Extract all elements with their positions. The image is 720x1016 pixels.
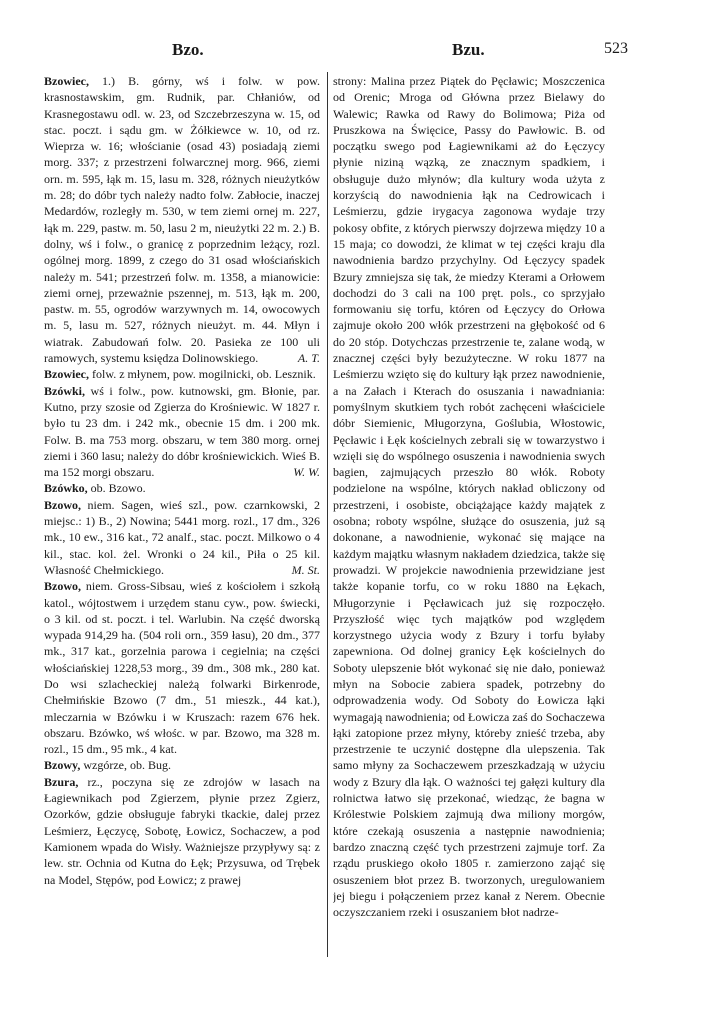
entry-text: niem. Sagen, wieś szl., pow. czarnkowski, 2 miejsc.: 1) B., 2) Nowina; 5441 morg. rozl., 17 dm., 326 mk., 10 ew., 316 kat., 72 analf., stac. poczt. Milkowo o 4 kil., stac. kol. żel. Wronki o 24 kil., Piła o 25 kil. Własność Chełmickiego. [44, 497, 320, 577]
entry [44, 366, 320, 382]
entry-text: wzgórze, ob. Bug. [83, 758, 171, 773]
entry-text: rz., poczyna się ze zdrojów w lasach na Łagiewnikach pod Zgierzem, płynie przez Zgierz, Ozorków, gdzie obsługuje fabryki tkackie, dalej przez Leśmierz, Łęczycę, Sobotę, Łowicz, Sochaczew, a pod Kamionem wpada do Wisły. Ważniejsze przypływy są: z lew. str. Ochnia od Kutna do Łęk; Przysuwa, od Trębek na Model, Stępów, pod Łowicz; z prawej [44, 774, 320, 887]
entry-headword: Bzówki, [44, 383, 86, 398]
running-head-center: Bzu. [452, 40, 485, 59]
entry-author: M. St. [291, 562, 320, 577]
entry [44, 757, 320, 773]
entry-text: ob. Bzowo. [90, 481, 146, 496]
entry-headword: Bzowiec, [44, 367, 89, 382]
entry [44, 578, 320, 757]
entry [44, 480, 320, 496]
entry-headword: Bzówko, [44, 481, 88, 496]
entry-headword: Bzura, [44, 774, 79, 789]
entry [44, 497, 320, 578]
column-divider [327, 72, 328, 957]
continued-entry-text: strony: Malina przez Piątek do Pęcławic; Moszczenica od Orenic; Mroga od Główna przez Bielawy do Walewic; Rawka od Rawy do Bolimowa; Piża od Pruszkowa na Święcice, Passy do Pawłowic. B. od początku swego pod Łagiewnikami aż do Łęczycy płynie niziną wązką, ze znacznym spadkiem, i obsługuje dużo młynów; dla kultury woda użyta z korzyścią do nawodnienia łąk na Cedrowicach i Leśmierzu, gdzie irygacya zagonowa wydaje trzy pokosy obfite, z których pierwszy dojrzewa między 10 a 15 maja; co dowodzi, że klimat w tej części kraju dla nawodnienia bardzo przychylny. Od Łęczycy spadek Bzury zmniejsza się tak, że miedzy Kterami a Orłowem dochodzi do 3 cali na 100 pręt. pols., co sprzyjało formowaniu się torfu, któren od Łęczycy do Orłowa zajmuje około 200 włók przestrzeni na głębokość od 6 do 20 stóp. Dotychczas przestrzenie te, zalane wodą, w znacznej części były bezużyteczne. W roku 1877 na Leśmierzu wzięto się do kultury łąk przez nawodnienie, a na Załach i Kterach do osuszania i nawadniania: pomyślnym skutkiem tych robót zachęceni właściciele dóbr Siemienic, Mługorzyna, Goślubia, Włostowic, Pęcławic i Łęk kościelnych zebrali się w towarzystwo i wzięli się do wspólnego osuszenia i nawodnienia swych bagien, zajmujących przeszło 80 włók. Roboty podzielone na wspólne, których nakład obliczony od przestrzeni, i osobiste, obciążające każdy majątek z osobna; roboty wspólne, służące do osuszenia, już są dokonane, a nawodnienie, wykonać się mające na każdym majątku własnym nakładem dziedzica, także się prowadzi. W projekcie nawodnienia przewidziane jest także kopanie torfu, co w roku 1880 na Łękach, Mługorzynie i Pęcławicach już się rozpoczęło. Przyszłość więc tych majątków pod względem korzystnego użycia wody z Bzury i torfu byłaby zapewniona. Od dolnej granicy Łęk kościelnych do Soboty ulepszenie błót wykonać się nie dało, ponieważ młyn na Sobocie zabiera spadek, potrzebny do odprowadzenia wody. Od Soboty do Łowicza łąki wymagają nawodnienia; od Łowicza zaś do Sochaczewa łąki zatopione przez młyny, któreby znieść trzeba, aby przestrzenie te uczynić dostępne dla ulepszenia. Tak samo młyny za Sochaczewem przeszkadzają w użyciu wody z Bzury dla łąk. O ważności tej gałęzi kultury dla rolnictwa łatwo się przekonać, wiedząc, że bagna w Królestwie Polskiem zajmują dwa miliony morgów, które czekają osuszenia a następnie nawodnienia; bardzo znaczną część tych przestrzeni zajmuje torf. Za rządu pruskiego około 1805 r. zamierzono zająć się osuszeniem błot przez B. tworzonych, uregulowaniem jej biegu i połączeniem przez kanał z Nerem. Obecnie oczyszczaniem rzeki i osuszaniem błot nadrze- [333, 74, 605, 920]
entry-headword: Bzowy, [44, 758, 81, 773]
entry-text: niem. Gross-Sibsau, wieś z kościołem i szkołą katol., wójtostwem i urzędem stanu cyw., pow. świecki, o 3 kil. od st. poczt. i tel. Warlubin. Na część dworską wypada 914,29 ha. (504 roli orn., 359 łasu), 20 dm., 377 mk., 317 kat., gorzelnia parowa i cegielnia; na części włościańskiej 1228,53 morg., 39 dm., 308 mk., 280 kat. Do wsi szlacheckiej należą folwarki Birkenrode, Chełmińskie Bzowo (7 dm., 51 mieszk., 44 kat.), mleczarnia w Bzówku i w Kruszach: razem 676 hek. obszaru. Bzówko, wś włośc. w par. Bzowo, ma 328 m. rozl., 15 dm., 95 mk., 4 kat. [44, 579, 320, 757]
page-number: 523 [604, 40, 628, 57]
right-column [333, 73, 605, 958]
entry-author: A. T. [297, 351, 320, 366]
entry [44, 383, 320, 481]
left-column [44, 73, 320, 958]
entry [44, 73, 320, 366]
entry-text: folw. z młynem, pow. mogilnicki, ob. Lesznik. [91, 367, 316, 382]
entry [44, 774, 320, 888]
entry-author: W. W. [293, 465, 320, 480]
entry-headword: Bzowo, [44, 579, 81, 594]
entry-text: 1.) B. górny, wś i folw. w pow. krasnostawskim, gm. Rudnik, par. Chłaniów, od Krasnegostawu odl. w. 23, od Szczebrzeszyna w. 15, od stac. poczt. i sądu gm. w Żółkiewce w. 10, od rz. Wieprza w. 16; włościanie (osad 43) posiadają ziemi morg. 337; z przestrzeni folwarcznej morg. 966, ziemi orn. m. 595, łąk m. 15, lasu m. 328, różnych nieużytków m. 28; do dóbr tych należy nadto folw. Zabłocie, inaczej Medardów, rozległy m. 530, w tem ziemi ornej m. 227, łąk m. 229, pastw. m. 50, lasu 2 m, nieużytki 22 m. 2.) B. dolny, wś i folw., o granicę z poprzednim leżący, rozl. ogólnej morg. 1899, z czego do 31 osad włościańskich należy m. 541; przestrzeń folw. m. 1358, a mianowicie: ziemi ornej, przeważnie pszennej, m. 513, łąk m. 200, pastw. m. 55, ogrodów warzywnych m. 14, owocowych m. 5, lasu m. 527, różnych nieużyt. m. 44. Młyn i wiatrak. Zabudowań folw. 20. Pasieka ze 100 uli ramowych, systemu księdza Dolinowskiego. [44, 74, 320, 366]
entry-headword: Bzowiec, [44, 74, 89, 88]
entry-headword: Bzowo, [44, 497, 81, 512]
running-head-left: Bzo. [172, 40, 204, 59]
entry-text: wś i folw., pow. kutnowski, gm. Błonie, par. Kutno, przy szosie od Zgierza do Krośniewic. W 1827 r. było tu 23 dm. i 242 mk., obecnie 15 dm. i 200 mk. Folw. B. ma 753 morg. obszaru, w tem 380 morg. ornej ziemi i 360 lasu; należy do dóbr krośniewickich. Wieś B. ma 152 morgi obszaru. [44, 383, 320, 480]
